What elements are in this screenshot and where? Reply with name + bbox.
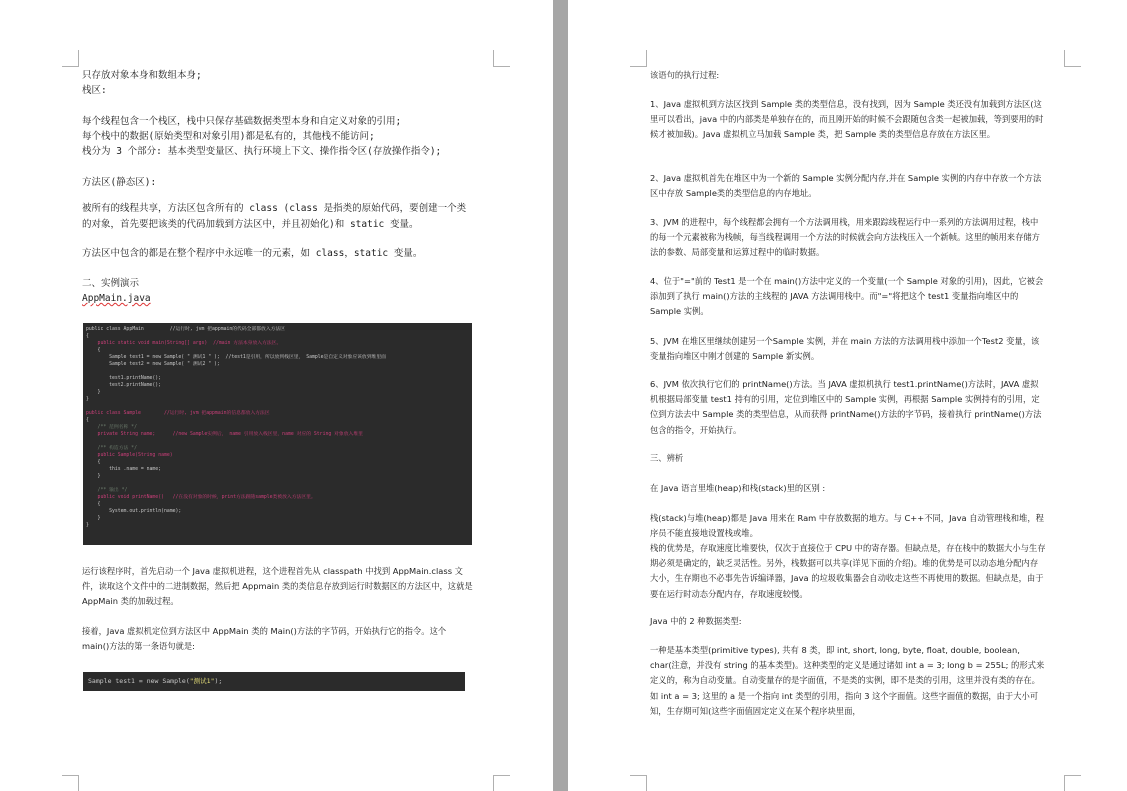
text-line: 栈分为 3 个部分: 基本类型变量区、执行环境上下文、操作指令区(存放操作指令);	[82, 146, 442, 157]
code-line: }	[86, 397, 89, 402]
step-paragraph: 6、JVM 依次执行它们的 printName()方法。当 JAVA 虚拟机执行 test1.printName()方法时，JAVA 虚拟机根据局部变量 test1 持有的引用，定位到堆区中的 Sample 实例，再根据 Sample 实例持有的引用，定位到方法去中 Sample 类的类型信息，从而获得 printName()方法的字节码，接着执行 printName()方法包含的指令，开始执行。	[650, 379, 1042, 435]
step-paragraph: 4、位于"="前的 Test1 是一个在 main()方法中定义的一个变量(一个 Sample 对象的引用)，因此，它被会添加到了执行 main()方法的主线程的 JAVA 方法调用栈中。而"="将把这个 test1 变量指向堆区中的 Sample 实例。	[650, 276, 1044, 317]
code-line: {	[86, 460, 101, 465]
text-line: 栈区:	[82, 85, 107, 96]
step-paragraph: 5、JVM 在堆区里继续创建另一个Sample 实例，并在 main 方法的方法调用栈中添加一个Test2 变量，该变量指向堆区中刚才创建的 Sample 新实例。	[650, 336, 1040, 362]
code-line: public class Sample //运行时, jvm 把appmain的信息都放入方法区	[86, 411, 270, 416]
text-paragraph: 一种是基本类型(primitive types), 共有 8 类，即 int, short, long, byte, float, double, boolean, char(注意，并没有 string 的基本类型)。这种类型的定义是通过诸如 int a = 3; long b = 255L; 的形式来定义的，称为自动变量。自动变量存的是字面值，不是类的实例，即不是类的引用，这里并没有类的存在。如 int a = 3; 这里的 a 是一个指向 int 类型的引用，指向 3 这个字面值。这些字面值的数据，由于大小可知，生存期可知(这些字面值固定定义在某个程序块里面，	[650, 645, 1045, 716]
code-line: public Sample(String name)	[86, 453, 173, 458]
code-line: }	[86, 516, 101, 521]
code-line: public static void main(String[] args) //main 方法本身放入方法区。	[86, 341, 282, 346]
section-file-name: AppMain.java	[82, 293, 151, 304]
code-line: }	[86, 474, 101, 479]
code-line: Sample test2 = new Sample( " 测试2 " );	[86, 362, 220, 367]
text-line: 方法区(静态区):	[82, 177, 157, 188]
text-paragraph: 栈(stack)与堆(heap)都是 Java 用来在 Ram 中存放数据的地方。与 C++不同，Java 自动管理栈和堆，程序员不能直接地设置栈或堆。	[650, 513, 1044, 539]
text-line: 在 Java 语言里堆(heap)和栈(stack)里的区别 :	[650, 483, 826, 493]
code-text: );	[214, 677, 223, 685]
code-screenshot	[83, 323, 472, 545]
crop-mark	[62, 50, 79, 67]
code-line: test1.printName();	[86, 376, 162, 381]
code-line: public void printName() //在没有对象的时候，print方法跟随sample类被放入方法区里。	[86, 495, 316, 500]
code-line: }	[86, 523, 89, 528]
code-line: /** 范例名称 */	[86, 425, 137, 430]
code-string: "测试1"	[189, 677, 215, 685]
code-line: /** 输出 */	[86, 488, 128, 493]
code-line: this .name = name;	[86, 467, 162, 472]
text-line: 只存放对象本身和数组本身;	[82, 70, 202, 81]
crop-mark	[1064, 50, 1081, 67]
crop-mark	[630, 775, 647, 791]
crop-mark	[62, 775, 79, 791]
code-line: /** 构造方法 */	[86, 446, 137, 451]
crop-mark	[630, 50, 647, 67]
code-line: private String name; //new Sample实例后， name 引用放入栈区里，name 对应的 String 对象放入堆里	[86, 432, 363, 437]
text-paragraph: 方法区中包含的都是在整个程序中永远唯一的元素，如 class，static 变量。	[82, 248, 423, 259]
step-paragraph: 3、JVM 的进程中，每个线程都会拥有一个方法调用栈，用来跟踪线程运行中一系列的方法调用过程，栈中的每一个元素被称为栈帧，每当线程调用一个方法的时候就会向方法栈压入一个新帧。这里的帧用来存储方法的参数、局部变量和运算过程中的临时数据。	[650, 217, 1040, 258]
code-line: {	[86, 348, 101, 353]
code-line: Sample test1 = new Sample( " 测试1 " ); //test1是引用，所以放到栈区里， Sample是自定义对象应该放到堆里面	[86, 355, 386, 360]
text-paragraph: 栈的优势是，存取速度比堆要快，仅次于直接位于 CPU 中的寄存器。但缺点是，存在栈中的数据大小与生存期必须是确定的，缺乏灵活性。另外，栈数据可以共享(详见下面的介绍)。堆的优势是可以动态地分配内存大小，生存期也不必事先告诉编译器，Java 的垃圾收集器会自动收走这些不再使用的数据。但缺点是，由于要在运行时动态分配内存，存取速度较慢。	[650, 543, 1046, 599]
step-paragraph: 1、Java 虚拟机到方法区找到 Sample 类的类型信息，没有找到，因为 Sample 类还没有加载到方法区(这里可以看出，java 中的内部类是单独存在的，而且刚开始的时候不会跟随包含类一起被加载，等到要用的时候才被加载)。Java 虚拟机立马加载 Sample 类，把 Sample 类的类型信息存放在方法区里。	[650, 99, 1044, 140]
text-line: 每个线程包含一个栈区，栈中只保存基础数据类型本身和自定义对象的引用;	[82, 116, 402, 127]
code-line: {	[86, 502, 101, 507]
text-line: 该语句的执行过程:	[650, 70, 720, 80]
crop-mark	[1064, 775, 1081, 791]
step-paragraph: 2、Java 虚拟机首先在堆区中为一个新的 Sample 实例分配内存,并在 Sample 实例的内存中存放一个方法区中存放 Sample类的类型信息的内存地址。	[650, 173, 1042, 199]
code-text: Sample test1 = new Sample(	[88, 677, 190, 685]
section-heading: 三、辨析	[650, 453, 684, 463]
code-line: System.out.println(name);	[86, 509, 182, 514]
text-paragraph: 被所有的线程共享，方法区包含所有的 class (class 是指类的原始代码，要创建一个类的对象，首先要把该类的代码加载到方法区中，并且初始化)和 static 变量。	[82, 203, 467, 230]
crop-mark	[493, 775, 510, 791]
code-line: public class AppMain //运行时, jvm 把appmain的代码全部都放入方法区	[86, 327, 286, 332]
code-line: {	[86, 334, 89, 339]
text-line: 每个栈中的数据(原始类型和对象引用)都是私有的，其他栈不能访问;	[82, 131, 375, 142]
code-line: test2.printName();	[86, 383, 162, 388]
section-heading: 二、实例演示	[82, 278, 140, 289]
code-snippet	[83, 672, 465, 691]
crop-mark	[493, 50, 510, 67]
text-paragraph: 接着，Java 虚拟机定位到方法区中 AppMain 类的 Main()方法的字节码，开始执行它的指令。这个 main()方法的第一条语句就是:	[82, 626, 447, 652]
code-line: }	[86, 390, 101, 395]
code-line: {	[86, 418, 89, 423]
text-line: Java 中的 2 种数据类型:	[650, 616, 742, 626]
text-paragraph: 运行该程序时，首先启动一个 Java 虚拟机进程，这个进程首先从 classpath 中找到 AppMain.class 文件，读取这个文件中的二进制数据，然后把 Appmain 类的类信息存放到运行时数据区的方法区中，这就是 AppMain 类的加载过程。	[82, 566, 473, 607]
